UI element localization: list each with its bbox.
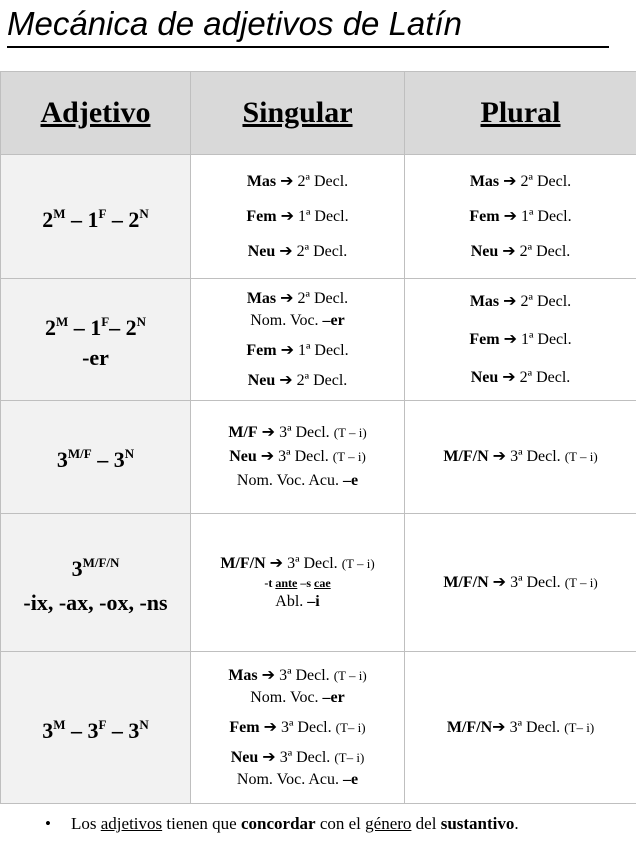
adjective-table — [0, 71, 636, 804]
arrow-icon: ➔ — [280, 173, 294, 190]
title-underline — [7, 4, 609, 48]
arrow-icon: ➔ — [503, 330, 517, 348]
arrow-icon: ➔ — [261, 666, 276, 684]
arrow-icon: ➔ — [503, 292, 517, 310]
adjective-cell: $3^{M/F} - 3^N$ — [1, 401, 191, 514]
table-row — [1, 652, 636, 804]
arrow-icon: ➔ — [503, 208, 517, 225]
table-row — [1, 514, 636, 652]
arrow-icon: ➔ — [262, 748, 276, 766]
singular-cell: Mas ➔ 2ª Decl. Fem ➔ 1ª Decl. Neu ➔ 2ª Decl. — [191, 155, 405, 279]
plural-cell: Mas ➔ 2ª Decl. Fem ➔ 1ª Decl. Neu ➔ 2ª Decl. — [405, 155, 636, 279]
arrow-icon: ➔ — [502, 243, 516, 260]
adjective-cell: $3^{M/F/N}$ -ix, -ax, -ox, -ns — [1, 514, 191, 652]
plural-cell: M/F/N ➔ 3ª Decl. (T – i) — [405, 401, 636, 514]
table-row — [1, 155, 636, 279]
arrow-icon: ➔ — [269, 554, 284, 572]
arrow-icon: ➔ — [280, 341, 294, 359]
arrow-icon: ➔ — [492, 448, 507, 465]
plural-cell: M/F/N➔ 3ª Decl. (T– i) — [405, 652, 636, 804]
singular-cell: Mas ➔ 3ª Decl. (T – i) Nom. Voc. –er Fem ➔ 3ª Decl. (T– i) Neu ➔ 3ª Decl. (T– i) Nom. Voc. Acu. –e — [191, 652, 405, 804]
arrow-icon: ➔ — [280, 208, 294, 225]
footnote: • Los adjetivos tienen que concordar con el género del sustantivo. — [45, 814, 519, 833]
header-adjetivo: Adjetivo — [1, 72, 191, 155]
adjective-cell: $2^M - 1^F - 2^N$ — [1, 155, 191, 279]
arrow-icon: ➔ — [279, 243, 293, 260]
singular-cell: M/F ➔ 3ª Decl. (T – i) Neu ➔ 3ª Decl. (T – i) Nom. Voc. Acu. –e — [191, 401, 405, 514]
adjective-cell: $2^M - 1^F-$ $2^N$ -er — [1, 279, 191, 401]
arrow-icon: ➔ — [263, 718, 277, 736]
bullet-icon: • — [45, 814, 51, 833]
table-row — [1, 279, 636, 401]
plural-cell: M/F/N ➔ 3ª Decl. (T – i) — [405, 514, 636, 652]
header-plural: Plural — [405, 72, 636, 155]
arrow-icon: ➔ — [261, 424, 276, 441]
arrow-icon: ➔ — [492, 718, 506, 736]
arrow-icon: ➔ — [503, 173, 517, 190]
singular-cell: Mas ➔ 2ª Decl. Nom. Voc. –er Fem ➔ 1ª Decl. Neu ➔ 2ª Decl. — [191, 279, 405, 401]
arrow-icon: ➔ — [279, 371, 293, 389]
header-singular: Singular — [191, 72, 405, 155]
adjective-cell: $3^M - 3^F - 3^N$ — [1, 652, 191, 804]
arrow-icon: ➔ — [280, 289, 294, 307]
plural-cell: Mas ➔ 2ª Decl. Fem ➔ 1ª Decl. Neu ➔ 2ª Decl. — [405, 279, 636, 401]
singular-cell: M/F/N ➔ 3ª Decl. (T – i) -t ante –s cae Abl. –i — [191, 514, 405, 652]
arrow-icon: ➔ — [260, 448, 275, 465]
header-row — [1, 72, 636, 155]
arrow-icon: ➔ — [492, 573, 507, 591]
table-row — [1, 401, 636, 514]
page-title: Mecánica de adjetivos de Latín — [7, 5, 462, 42]
arrow-icon: ➔ — [502, 368, 516, 386]
